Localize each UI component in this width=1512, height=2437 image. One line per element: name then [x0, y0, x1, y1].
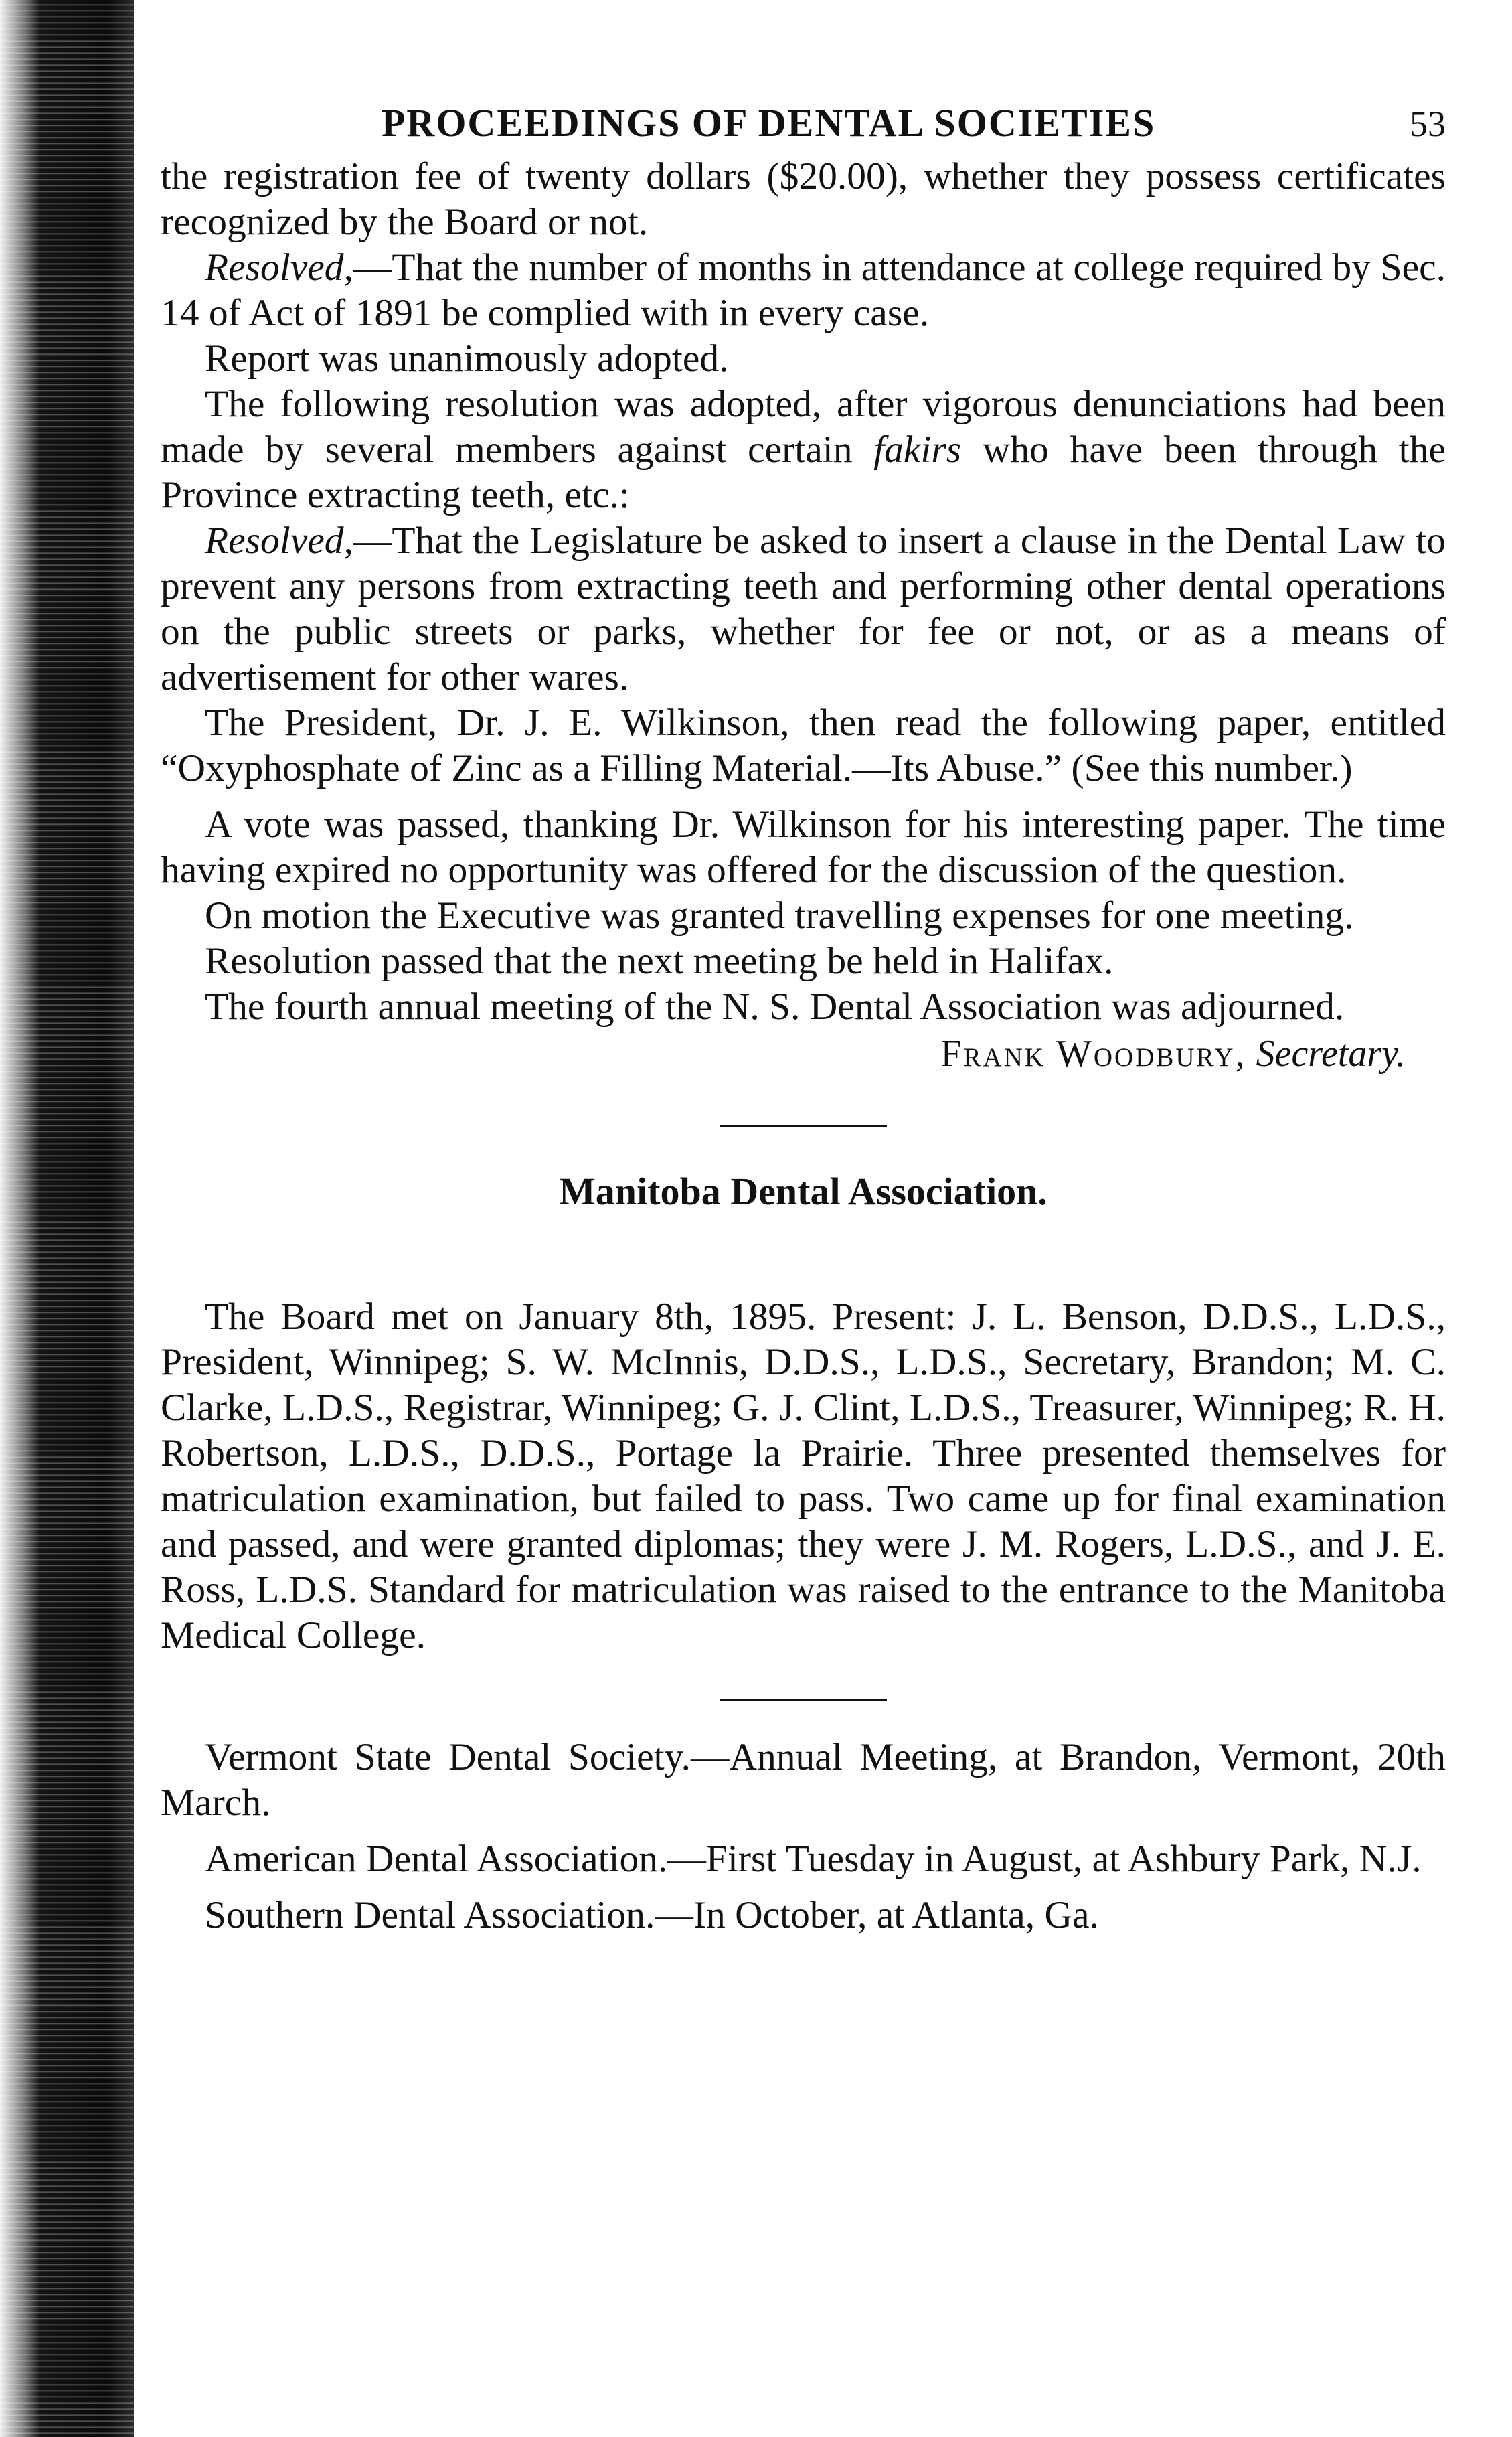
- resolved-label: Resolved,: [205, 520, 353, 562]
- notice-american: American Dental Association.—First Tuesday in August, at Ashbury Park, N.J.: [205, 1838, 1422, 1880]
- paragraph-report-adopted: Report was unanimously adopted.: [205, 337, 729, 380]
- paragraph-president-paper: The President, Dr. J. E. Wilkinson, then read the following paper, entitled “Oxyphosphate of Zinc as a Filling Material.—Its Abuse.” (See this number.): [161, 702, 1446, 789]
- paragraph-fakirs-resolution-intro: [161, 382, 1446, 518]
- paragraph-resolution-attendance: [161, 245, 1446, 336]
- meeting-notices: [161, 1735, 1446, 1938]
- paragraph-resolution-legislature: [161, 518, 1446, 700]
- nova-scotia-proceedings: [161, 154, 1446, 1078]
- notice-southern: Southern Dental Association.—In October, at Atlanta, Ga.: [205, 1894, 1099, 1936]
- signature-name: Frank Woodbury,: [940, 1033, 1247, 1075]
- manitoba-heading: Manitoba Dental Association.: [559, 1170, 1047, 1213]
- paragraph-vote-thanks: A vote was passed, thanking Dr. Wilkinson for his interesting paper. The time having expired no opportunity was offered for the discussion of the question.: [161, 803, 1446, 891]
- signature-title: Secretary.: [1256, 1033, 1406, 1075]
- running-title: PROCEEDINGS OF DENTAL SOCIETIES: [382, 101, 1156, 145]
- intro-text-b: who have been through the Province extracting teeth, etc.:: [161, 428, 1446, 516]
- resolution-text: —That the number of months in attendance at college required by Sec. 14 of Act of 1891 be complied with in every case.: [161, 246, 1446, 334]
- resolution-text: —That the Legislature be asked to insert a clause in the Dental Law to prevent any persons from extracting teeth and performing other dental operations on the public streets or parks, whether for fee or not, or as a means of advertisement for other wares.: [161, 520, 1446, 698]
- paragraph-travelling-expenses: On motion the Executive was granted travelling expenses for one meeting.: [205, 894, 1354, 937]
- intro-text-a: The following resolution was adopted, after vigorous denunciations had been made by several members against certain: [161, 383, 1446, 471]
- page: [161, 100, 1446, 1938]
- secretary-signature: [161, 1030, 1446, 1078]
- paragraph-next-meeting: Resolution passed that the next meeting be held in Halifax.: [205, 940, 1114, 982]
- fakirs-word: fakirs: [873, 428, 962, 471]
- page-number: 53: [1410, 104, 1446, 144]
- paragraph-registration-fee: the registration fee of twenty dollars ($20.00), whether they possess certificates recognized by the Board or not.: [161, 155, 1446, 243]
- notice-vermont: Vermont State Dental Society.—Annual Meeting, at Brandon, Vermont, 20th March.: [161, 1736, 1446, 1824]
- resolved-label: Resolved,: [205, 246, 353, 289]
- book-spine-scan-edge: [0, 0, 134, 2437]
- manitoba-board-meeting: The Board met on January 8th, 1895. Present: J. L. Benson, D.D.S., L.D.S., President, Winnipeg; S. W. McInnis, D.D.S., L.D.S., Secretary, Brandon; M. C. Clarke, L.D.S., Registrar, Winnipeg; G. J. Clint, L.D.S., Treasurer, Winnipeg; R. H. Robertson, L.D.S., D.D.S., Portage la Prairie. Three presented themselves for matriculation examination, but failed to pass. Two came up for final examination and passed, and were granted diplomas; they were J. M. Rogers, L.D.S., and J. E. Ross, L.D.S. Standard for matriculation was raised to the entrance to the Manitoba Medical College.: [161, 1295, 1446, 1656]
- paragraph-adjourned: The fourth annual meeting of the N. S. Dental Association was adjourned.: [205, 986, 1345, 1028]
- running-head: [161, 100, 1446, 154]
